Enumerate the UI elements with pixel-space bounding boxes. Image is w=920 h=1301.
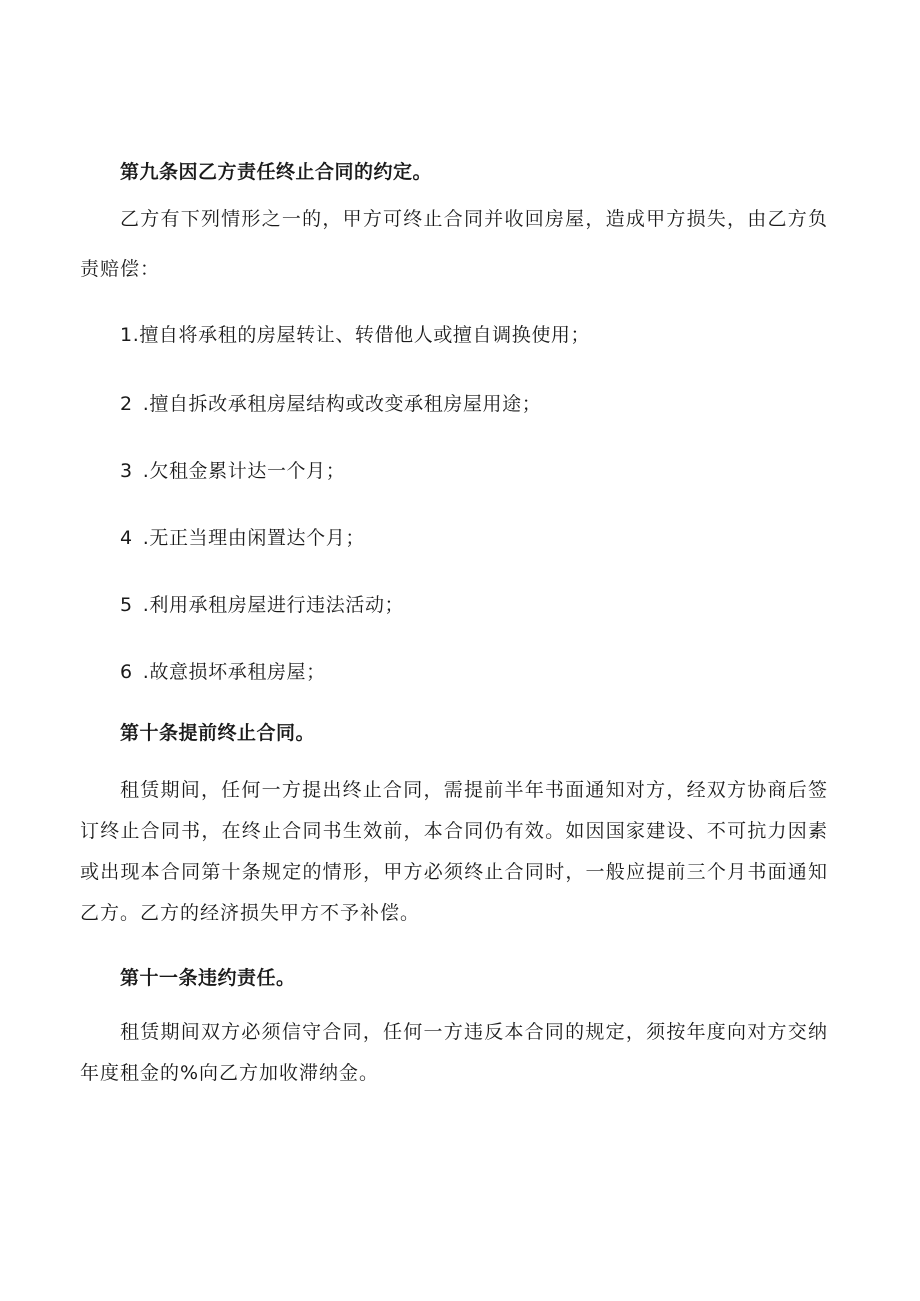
article-10-line-4: 乙方。乙方的经济损失甲方不予补偿。 [80, 902, 421, 924]
item-number: 6 [120, 661, 133, 683]
item-text: .故意损坏承租房屋； [142, 661, 326, 683]
article-9-intro-line-1: 乙方有下列情形之一的，甲方可终止合同并收回房屋，造成甲方损失，由乙方负 [120, 208, 827, 230]
article-10-line-3: 或出现本合同第十条规定的情形，甲方必须终止合同时，一般应提前三个月书面通知 [80, 861, 827, 883]
item-number: 4 [120, 527, 133, 549]
article-9-item-4 [120, 526, 365, 550]
article-10-line-2: 订终止合同书，在终止合同书生效前，本合同仍有效。如因国家建设、不可抗力因素 [80, 820, 827, 842]
item-number: 3 [120, 460, 133, 482]
item-text: .利用承租房屋进行违法活动； [142, 594, 405, 616]
item-number: 2 [120, 393, 133, 415]
article-9-item-1: 1.擅自将承租的房屋转让、转借他人或擅自调换使用； [120, 324, 591, 346]
article-11-heading: 第十一条违约责任。 [120, 967, 296, 989]
item-text: .欠租金累计达一个月； [142, 460, 346, 482]
item-text: .擅自拆改承租房屋结构或改变承租房屋用途； [142, 393, 542, 415]
article-10-line-1: 租赁期间，任何一方提出终止合同，需提前半年书面通知对方，经双方协商后签 [120, 779, 827, 801]
article-9-intro-line-2: 责赔偿： [80, 258, 161, 280]
article-9-item-3 [120, 459, 345, 483]
article-9-item-2 [120, 392, 541, 416]
article-9-heading: 第九条因乙方责任终止合同的约定。 [120, 161, 433, 183]
article-10-heading: 第十条提前终止合同。 [120, 722, 316, 744]
article-9-item-6 [120, 660, 326, 684]
article-11-line-1: 租赁期间双方必须信守合同，任何一方违反本合同的规定，须按年度向对方交纳 [120, 1021, 827, 1043]
article-9-item-5 [120, 593, 404, 617]
item-number: 5 [120, 594, 133, 616]
article-11-line-2: 年度租金的%向乙方加收滞纳金。 [80, 1062, 380, 1084]
item-text: .无正当理由闲置达个月； [142, 527, 365, 549]
